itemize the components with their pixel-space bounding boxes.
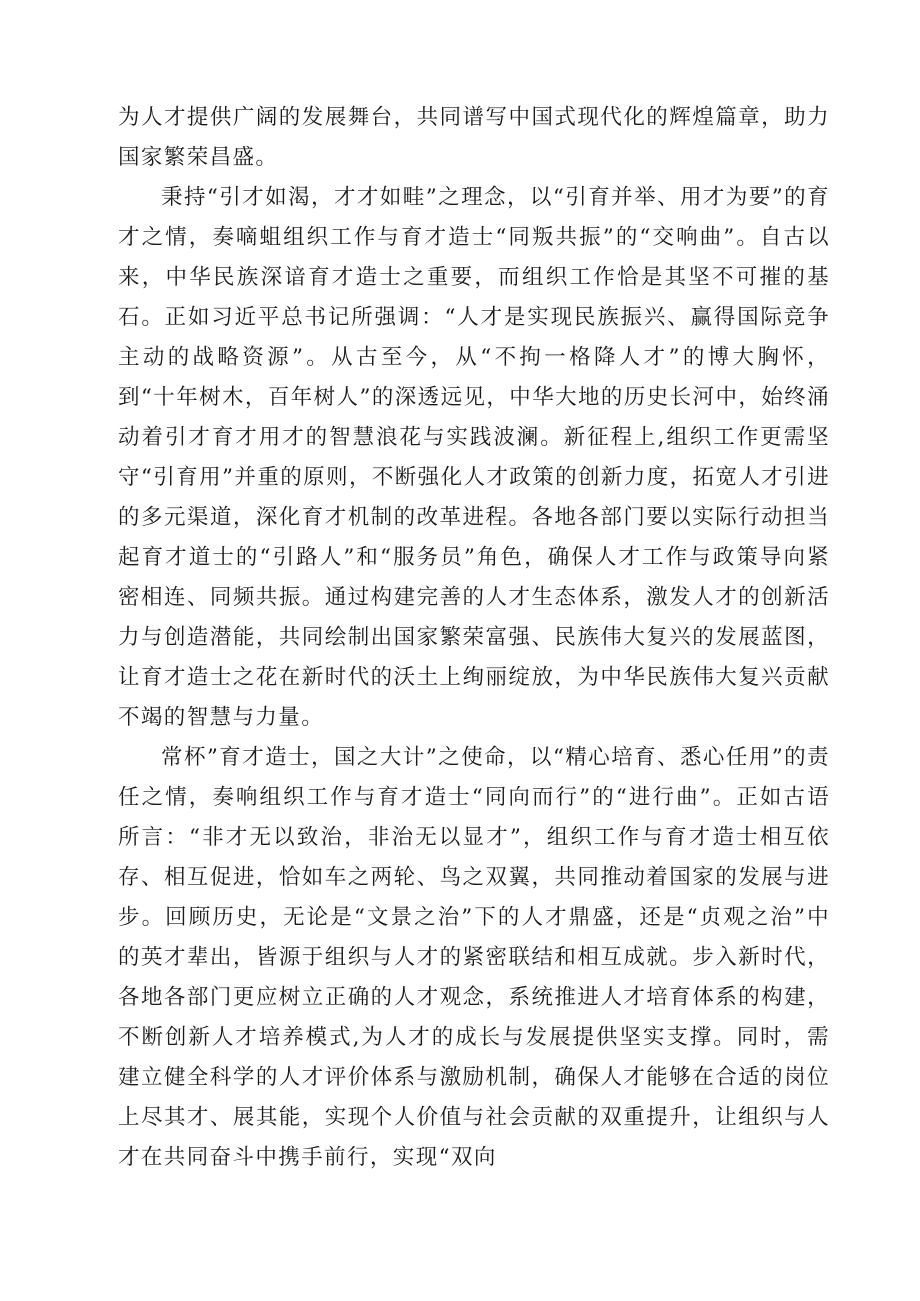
paragraph-talent-cultivation: 常杯”育才造士，国之大计”之使命，以“精心培育、悉心任用”的责任之情，奏响组织工作与育才造士“同向而行”的“进行曲”。正如古语所言：“非才无以致治，非治无以显才”，组织工作与育才造士相互依存、相互促进，恰如车之两轮、鸟之双翼，共同推动着国家的发展与进步。回顾历史，无论是“文景之治”下的人才鼎盛，还是“贞观之治”中的英才辈出，皆源于组织与人才的紧密联结和相互成就。步入新时代，各地各部门更应树立正确的人才观念，系统推进人才培育体系的构建，不断创新人才培养模式,为人才的成长与发展提供坚实支撑。同时，需建立健全科学的人才评价体系与激励机制，确保人才能够在合适的岗位上尽其才、展其能，实现个人价值与社会贡献的双重提升，让组织与人才在共同奋斗中携手前行，实现“双向 [118,745,830,1170]
document-body [118,98,830,1178]
paragraph-continuation: 为人才提供广阔的发展舞台，共同谱写中国式现代化的辉煌篇章，助力国家繁荣昌盛。 [118,105,830,170]
paragraph-talent-attraction: 秉持“引才如渴，才才如畦”之理念，以“引育并举、用才为要”的育才之情，奏嘀蛆组织工作与育才造士“同叛共振”的“交响曲”。自古以来，中华民族深谙育才造士之重要，而组织工作恰是其坚不可摧的基石。正如习近平总书记所强调：“人才是实现民族振兴、赢得国际竞争主动的战略资源”。从古至今，从“不拘一格降人才”的博大胸怀，到“十年树木，百年树人”的深透远见，中华大地的历史长河中，始终涌动着引才育才用才的智慧浪花与实践波澜。新征程上,组织工作更需坚守“引育用”并重的原则，不断强化人才政策的创新力度，拓宽人才引进的多元渠道，深化育才机制的改革进程。各地各部门要以实际行动担当起育才道士的“引路人”和“服务员”角色，确保人才工作与政策导向紧密相连、同频共振。通过构建完善的人才生态体系，激发人才的创新活力与创造潜能，共同绘制出国家繁荣富强、民族伟大复兴的发展蓝图，让育才造士之花在新时代的沃土上绚丽绽放，为中华民族伟大复兴贡献不竭的智慧与力量。 [118,185,830,730]
